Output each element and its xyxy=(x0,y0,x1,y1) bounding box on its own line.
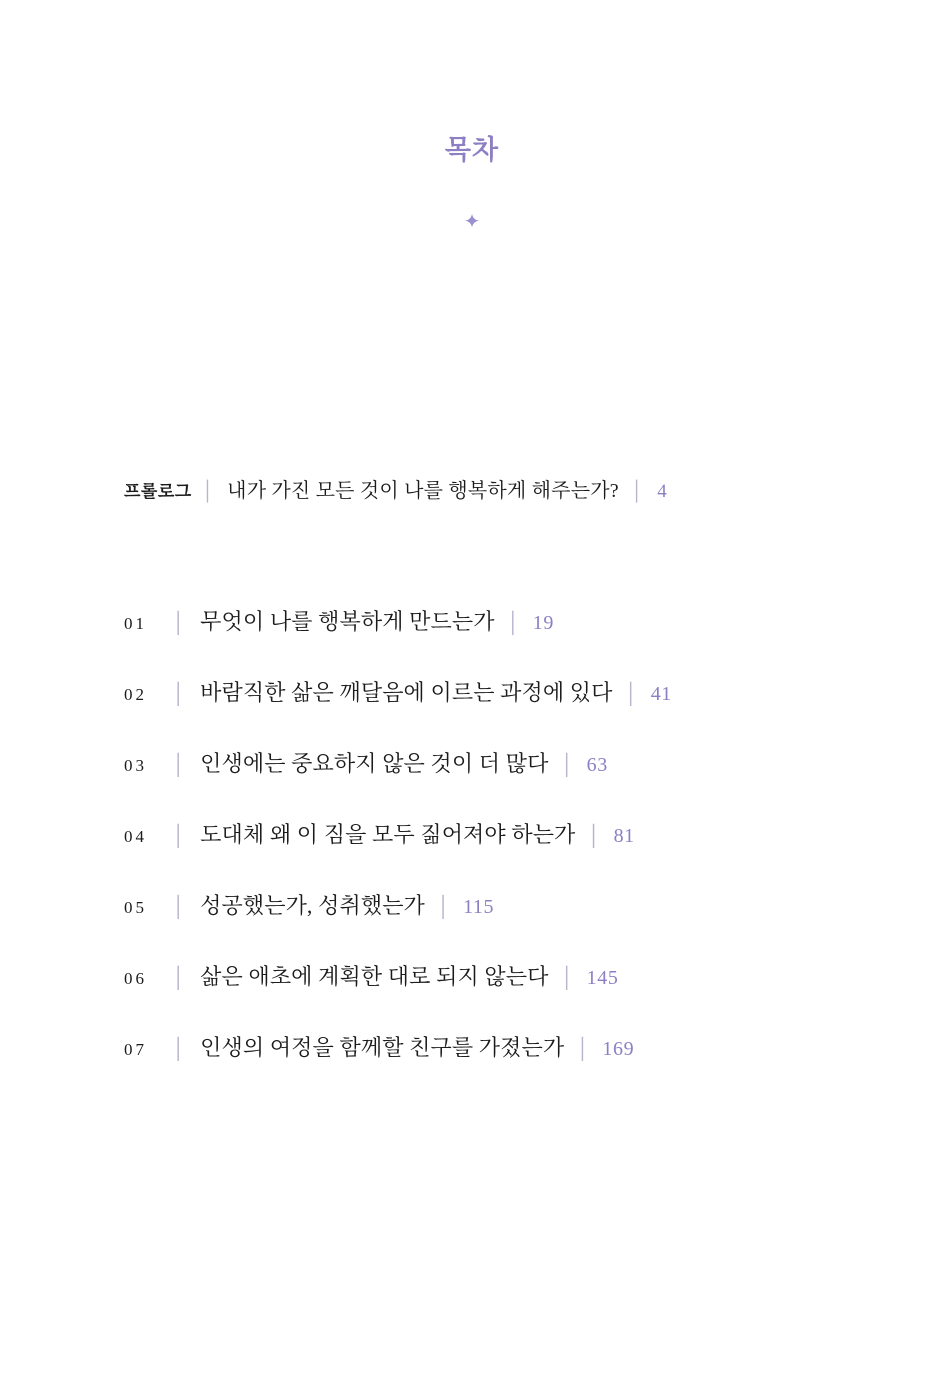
divider-bar: │ xyxy=(505,612,520,634)
toc-entry-chapter-06[interactable] xyxy=(124,960,824,1031)
divider-bar: │ xyxy=(575,1038,590,1060)
chapter-title: 바람직한 삶은 깨달음에 이르는 과정에 있다 xyxy=(200,680,613,705)
sparkle-ornament-icon: ✦ xyxy=(463,211,481,233)
chapter-title: 성공했는가, 성취했는가 xyxy=(200,893,425,918)
divider-bar: │ xyxy=(171,754,186,776)
prologue-label: 프롤로그 xyxy=(124,482,192,501)
divider-bar: │ xyxy=(586,825,601,847)
chapter-number: 04 xyxy=(124,827,147,846)
divider-bar: │ xyxy=(559,967,574,989)
chapter-list xyxy=(124,605,824,1102)
chapter-page-number: 41 xyxy=(650,683,672,705)
chapter-title: 인생의 여정을 함께할 친구를 가졌는가 xyxy=(200,1035,565,1060)
prologue-page-number: 4 xyxy=(657,481,668,502)
divider-bar: │ xyxy=(559,754,574,776)
page-title: 목차 xyxy=(444,135,500,165)
chapter-number: 06 xyxy=(124,969,147,988)
chapter-page-number: 63 xyxy=(586,754,608,776)
divider-bar: │ xyxy=(200,481,215,502)
chapter-number: 01 xyxy=(124,614,147,633)
toc-entry-chapter-07[interactable] xyxy=(124,1031,824,1102)
chapter-page-number: 115 xyxy=(463,896,495,918)
chapter-page-number: 145 xyxy=(586,967,619,989)
chapter-number: 03 xyxy=(124,756,147,775)
toc-entry-chapter-03[interactable] xyxy=(124,747,824,818)
chapter-number: 02 xyxy=(124,685,147,704)
toc-entry-chapter-02[interactable] xyxy=(124,676,824,747)
chapter-title: 도대체 왜 이 짐을 모두 짊어져야 하는가 xyxy=(200,822,576,847)
divider-bar: │ xyxy=(171,896,186,918)
toc-entry-prologue[interactable] xyxy=(124,474,667,503)
chapter-title: 무엇이 나를 행복하게 만드는가 xyxy=(200,609,495,634)
divider-bar: │ xyxy=(171,967,186,989)
divider-bar: │ xyxy=(435,896,451,918)
chapter-title: 인생에는 중요하지 않은 것이 더 많다 xyxy=(200,751,549,776)
divider-bar: │ xyxy=(171,1038,186,1060)
chapter-title: 삶은 애초에 계획한 대로 되지 않는다 xyxy=(200,964,549,989)
chapter-page-number: 19 xyxy=(532,612,554,634)
toc-entry-chapter-04[interactable] xyxy=(124,818,824,889)
divider-bar: │ xyxy=(171,612,186,634)
prologue-title: 내가 가진 모든 것이 나를 행복하게 해주는가? xyxy=(227,480,619,502)
toc-entry-chapter-05[interactable] xyxy=(124,889,824,960)
divider-bar: │ xyxy=(629,481,644,502)
chapter-page-number: 169 xyxy=(602,1038,635,1060)
divider-bar: │ xyxy=(623,683,638,705)
chapter-number: 07 xyxy=(124,1040,147,1059)
divider-bar: │ xyxy=(171,825,186,847)
toc-entry-chapter-01[interactable] xyxy=(124,605,824,676)
chapter-number: 05 xyxy=(124,898,147,917)
chapter-page-number: 81 xyxy=(613,825,635,847)
divider-bar: │ xyxy=(171,683,186,705)
